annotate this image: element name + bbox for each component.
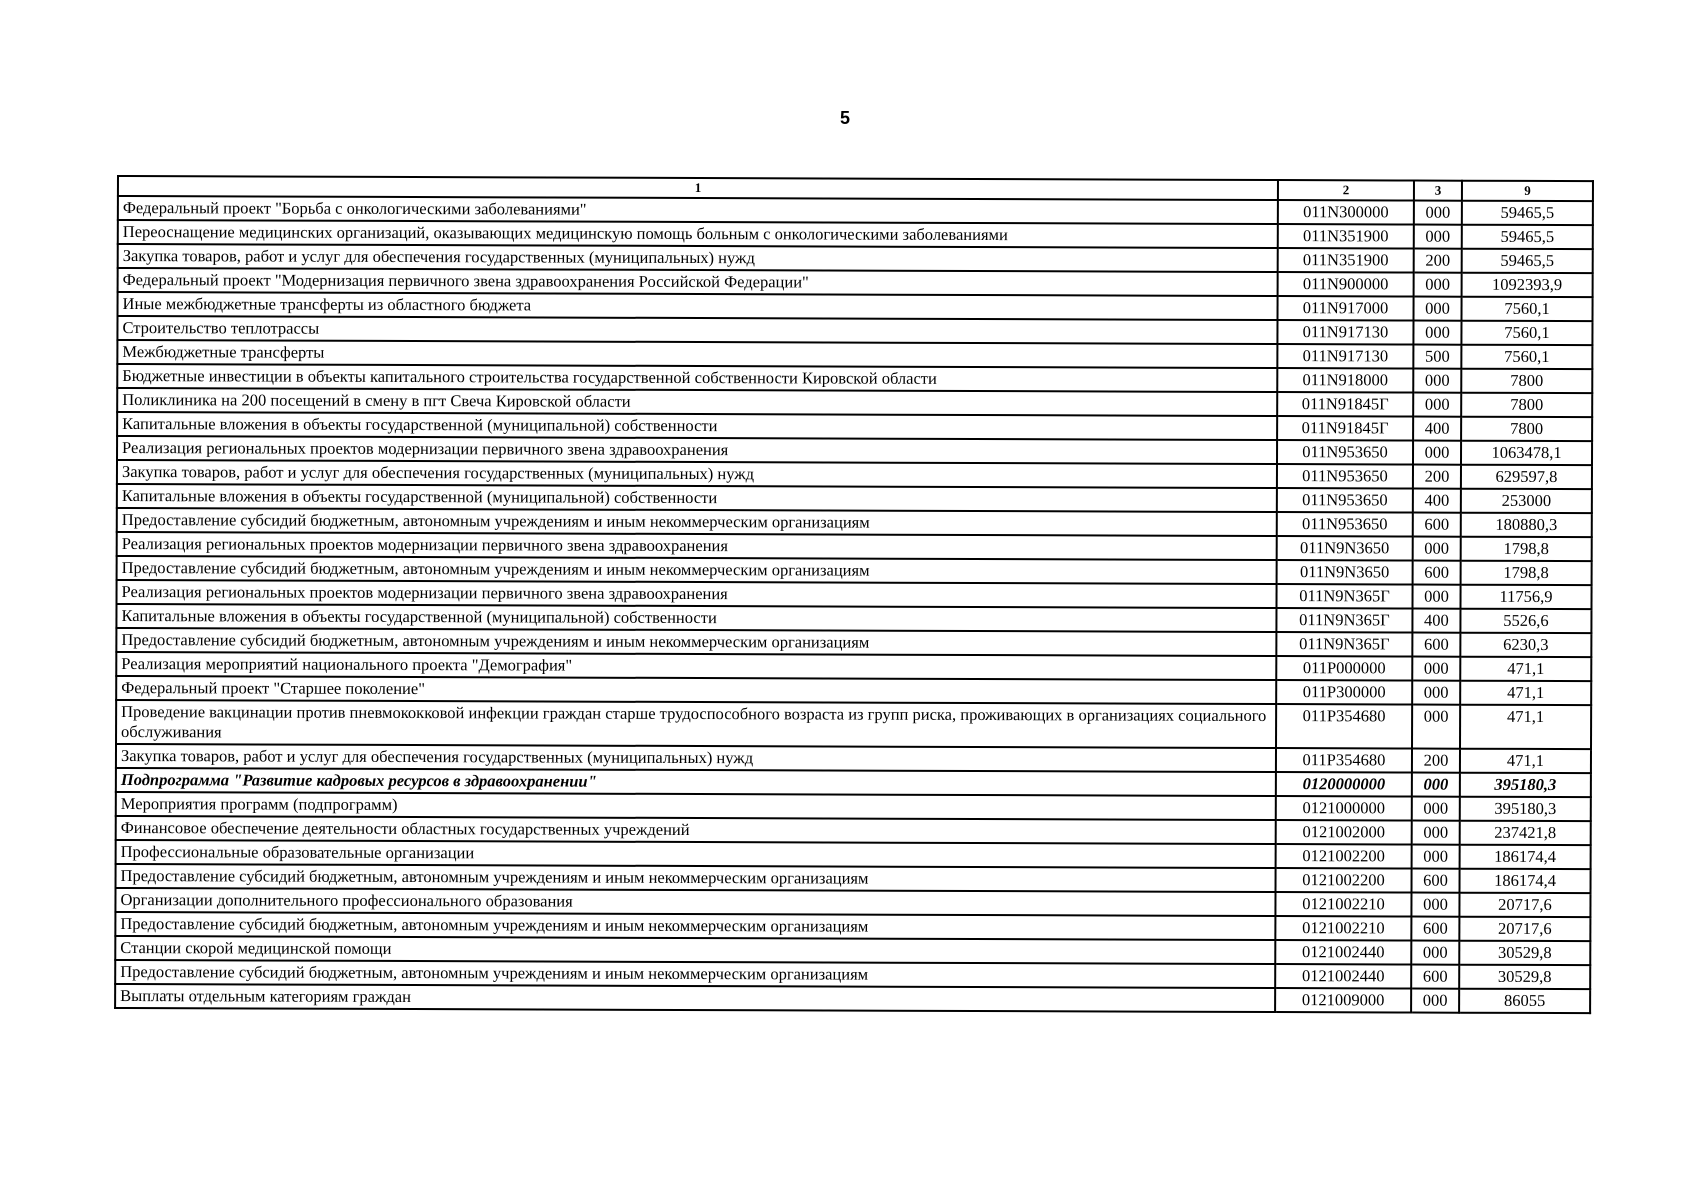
row-code-cell: 0121002210: [1275, 916, 1411, 940]
row-sum-cell: 5526,6: [1460, 609, 1591, 633]
row-sum-cell: 395180,3: [1460, 797, 1591, 821]
row-name-cell: Реализация региональных проектов модернизации первичного звена здравоохранения: [117, 532, 1277, 560]
row-code-cell: 011N351900: [1278, 248, 1414, 272]
row-code-cell: 0121002200: [1276, 844, 1412, 868]
row-type-cell: 200: [1412, 749, 1460, 773]
row-code-cell: 011N953650: [1277, 488, 1413, 512]
row-type-cell: 000: [1412, 797, 1460, 821]
row-code-cell: 011N917130: [1277, 320, 1413, 344]
row-name-cell: Переоснащение медицинских организаций, оказывающих медицинскую помощь больным с онкологическими заболеваниями: [118, 220, 1278, 248]
row-type-cell: 200: [1414, 249, 1462, 273]
row-name-cell: Закупка товаров, работ и услуг для обеспечения государственных (муниципальных) нужд: [118, 244, 1278, 272]
row-code-cell: 011N351900: [1278, 224, 1414, 248]
row-name-cell: Капитальные вложения в объекты государственной (муниципальной) собственности: [117, 484, 1277, 512]
row-sum-cell: 471,1: [1460, 657, 1591, 681]
row-type-cell: 000: [1412, 657, 1460, 681]
row-code-cell: 011N917130: [1277, 344, 1413, 368]
row-type-cell: 000: [1414, 225, 1462, 249]
row-sum-cell: 180880,3: [1461, 513, 1592, 537]
row-type-cell: 000: [1412, 681, 1460, 705]
row-name-cell: Предоставление субсидий бюджетным, автономным учреждениям и иным некоммерческим организациям: [117, 556, 1277, 584]
row-code-cell: 011P354680: [1276, 748, 1412, 772]
row-type-cell: 400: [1412, 609, 1460, 633]
row-name-cell: Мероприятия программ (подпрограмм): [116, 792, 1276, 820]
row-name-cell: Капитальные вложения в объекты государственной (муниципальной) собственности: [117, 412, 1277, 440]
row-code-cell: 011N300000: [1278, 200, 1414, 224]
row-sum-cell: 186174,4: [1460, 845, 1591, 869]
row-name-cell: Выплаты отдельным категориям граждан: [115, 984, 1275, 1012]
row-type-cell: 000: [1411, 989, 1459, 1013]
row-type-cell: 500: [1413, 345, 1461, 369]
row-type-cell: 600: [1412, 869, 1460, 893]
row-sum-cell: 20717,6: [1459, 893, 1590, 917]
row-code-cell: 011N9N3650: [1277, 560, 1413, 584]
row-sum-cell: 1063478,1: [1461, 441, 1592, 465]
row-code-cell: 0121000000: [1276, 796, 1412, 820]
row-code-cell: 011N953650: [1277, 440, 1413, 464]
row-sum-cell: 186174,4: [1460, 869, 1591, 893]
row-type-cell: 600: [1411, 917, 1459, 941]
row-code-cell: 011N9N365Г: [1276, 632, 1412, 656]
row-name-cell: Финансовое обеспечение деятельности областных государственных учреждений: [116, 816, 1276, 844]
row-type-cell: 600: [1412, 633, 1460, 657]
row-type-cell: 000: [1412, 773, 1460, 797]
row-sum-cell: 6230,3: [1460, 633, 1591, 657]
row-code-cell: 011N9N365Г: [1276, 584, 1412, 608]
row-name-cell: Предоставление субсидий бюджетным, автономным учреждениям и иным некоммерческим организациям: [115, 912, 1275, 940]
row-sum-cell: 7800: [1461, 369, 1592, 393]
row-type-cell: 200: [1413, 465, 1461, 489]
row-sum-cell: 11756,9: [1460, 585, 1591, 609]
row-name-cell: Реализация региональных проектов модернизации первичного звена здравоохранения: [117, 436, 1277, 464]
row-sum-cell: 7800: [1461, 417, 1592, 441]
row-type-cell: 400: [1413, 489, 1461, 513]
row-type-cell: 000: [1411, 941, 1459, 965]
row-name-cell: Закупка товаров, работ и услуг для обеспечения государственных (муниципальных) нужд: [116, 744, 1276, 772]
row-type-cell: 000: [1413, 537, 1461, 561]
row-name-cell: Предоставление субсидий бюджетным, автономным учреждениям и иным некоммерческим организациям: [115, 960, 1275, 988]
row-code-cell: 0120000000: [1276, 772, 1412, 796]
row-type-cell: 000: [1414, 273, 1462, 297]
row-code-cell: 0121009000: [1275, 988, 1411, 1012]
row-type-cell: 600: [1413, 513, 1461, 537]
row-sum-cell: 7560,1: [1461, 345, 1592, 369]
row-code-cell: 011N91845Г: [1277, 392, 1413, 416]
row-code-cell: 011N900000: [1278, 272, 1414, 296]
row-type-cell: 000: [1413, 321, 1461, 345]
row-name-cell: Реализация региональных проектов модернизации первичного звена здравоохранения: [117, 580, 1277, 608]
row-name-cell: Организации дополнительного профессионального образования: [115, 888, 1275, 916]
row-sum-cell: 7800: [1461, 393, 1592, 417]
row-name-cell: Федеральный проект "Старшее поколение": [116, 676, 1276, 704]
row-name-cell: Предоставление субсидий бюджетным, автономным учреждениям и иным некоммерческим организациям: [116, 628, 1276, 656]
row-name-cell: Предоставление субсидий бюджетным, автономным учреждениям и иным некоммерческим организациям: [117, 508, 1277, 536]
row-type-cell: 400: [1413, 417, 1461, 441]
row-type-cell: 000: [1412, 585, 1460, 609]
row-sum-cell: 59465,5: [1462, 225, 1593, 249]
row-sum-cell: 59465,5: [1462, 249, 1593, 273]
row-name-cell: Поликлиника на 200 посещений в смену в пгт Свеча Кировской области: [117, 388, 1277, 416]
row-code-cell: 011P000000: [1276, 656, 1412, 680]
row-sum-cell: 7560,1: [1461, 297, 1592, 321]
row-name-cell: Капитальные вложения в объекты государственной (муниципальной) собственности: [116, 604, 1276, 632]
row-name-cell: Профессиональные образовательные организации: [116, 840, 1276, 868]
row-sum-cell: 253000: [1461, 489, 1592, 513]
row-name-cell: Предоставление субсидий бюджетным, автономным учреждениям и иным некоммерческим организациям: [116, 864, 1276, 892]
row-sum-cell: 7560,1: [1461, 321, 1592, 345]
row-sum-cell: 629597,8: [1461, 465, 1592, 489]
row-code-cell: 011P300000: [1276, 680, 1412, 704]
row-sum-cell: 30529,8: [1459, 965, 1590, 989]
row-sum-cell: 471,1: [1460, 749, 1591, 773]
row-code-cell: 0121002440: [1275, 964, 1411, 988]
row-type-cell: 000: [1412, 845, 1460, 869]
row-type-cell: 000: [1413, 393, 1461, 417]
row-sum-cell: 1798,8: [1461, 561, 1592, 585]
row-type-cell: 000: [1412, 821, 1460, 845]
row-code-cell: 011N917000: [1278, 296, 1414, 320]
row-code-cell: 011P354680: [1276, 704, 1412, 748]
table-row: [115, 984, 1590, 1013]
row-name-cell: Закупка товаров, работ и услуг для обеспечения государственных (муниципальных) нужд: [117, 460, 1277, 488]
row-name-cell: Федеральный проект "Борьба с онкологическими заболеваниями": [118, 196, 1278, 224]
header-col-1: 1: [118, 176, 1278, 200]
header-col-3: 3: [1414, 181, 1462, 201]
row-code-cell: 011N918000: [1277, 368, 1413, 392]
row-sum-cell: 86055: [1459, 989, 1590, 1013]
row-name-cell: Федеральный проект "Модернизация первичного звена здравоохранения Российской Федерации": [118, 268, 1278, 296]
row-name-cell: Бюджетные инвестиции в объекты капитального строительства государственной собственности Кировской области: [117, 364, 1277, 392]
row-type-cell: 600: [1411, 965, 1459, 989]
table-row: [116, 700, 1591, 749]
page-number: 5: [840, 108, 851, 128]
row-type-cell: 000: [1413, 441, 1461, 465]
row-code-cell: 0121002000: [1276, 820, 1412, 844]
row-name-cell: Станции скорой медицинской помощи: [115, 936, 1275, 964]
row-name-cell: Строительство теплотрассы: [117, 316, 1277, 344]
row-type-cell: 000: [1413, 369, 1461, 393]
row-code-cell: 011N9N3650: [1277, 536, 1413, 560]
row-name-cell: Подпрограмма "Развитие кадровых ресурсов в здравоохранении": [116, 768, 1276, 796]
table-body: [115, 196, 1593, 1013]
row-sum-cell: 30529,8: [1459, 941, 1590, 965]
header-col-2: 2: [1278, 180, 1414, 200]
row-type-cell: 000: [1413, 297, 1461, 321]
row-type-cell: 000: [1414, 201, 1462, 225]
row-name-cell: Иные межбюджетные трансферты из областного бюджета: [118, 292, 1278, 320]
header-col-9: 9: [1462, 181, 1593, 201]
row-name-cell: Проведение вакцинации против пневмококковой инфекции граждан старше трудоспособного возраста из групп риска, проживающих в организациях социального обслуживания: [116, 700, 1276, 748]
row-name-cell: Межбюджетные трансферты: [117, 340, 1277, 368]
row-sum-cell: 471,1: [1460, 705, 1591, 749]
row-sum-cell: 20717,6: [1459, 917, 1590, 941]
row-sum-cell: 395180,3: [1460, 773, 1591, 797]
row-code-cell: 0121002210: [1275, 892, 1411, 916]
row-type-cell: 000: [1411, 893, 1459, 917]
row-sum-cell: 1798,8: [1461, 537, 1592, 561]
row-code-cell: 011N91845Г: [1277, 416, 1413, 440]
row-code-cell: 011N953650: [1277, 512, 1413, 536]
row-code-cell: 011N9N365Г: [1276, 608, 1412, 632]
row-type-cell: 000: [1412, 705, 1460, 749]
row-sum-cell: 59465,5: [1462, 201, 1593, 225]
row-code-cell: 0121002200: [1276, 868, 1412, 892]
row-type-cell: 600: [1413, 561, 1461, 585]
row-code-cell: 011N953650: [1277, 464, 1413, 488]
row-sum-cell: 237421,8: [1460, 821, 1591, 845]
row-sum-cell: 471,1: [1460, 681, 1591, 705]
row-name-cell: Реализация мероприятий национального проекта "Демография": [116, 652, 1276, 680]
row-code-cell: 0121002440: [1275, 940, 1411, 964]
budget-table: [114, 175, 1594, 1014]
row-sum-cell: 1092393,9: [1462, 273, 1593, 297]
